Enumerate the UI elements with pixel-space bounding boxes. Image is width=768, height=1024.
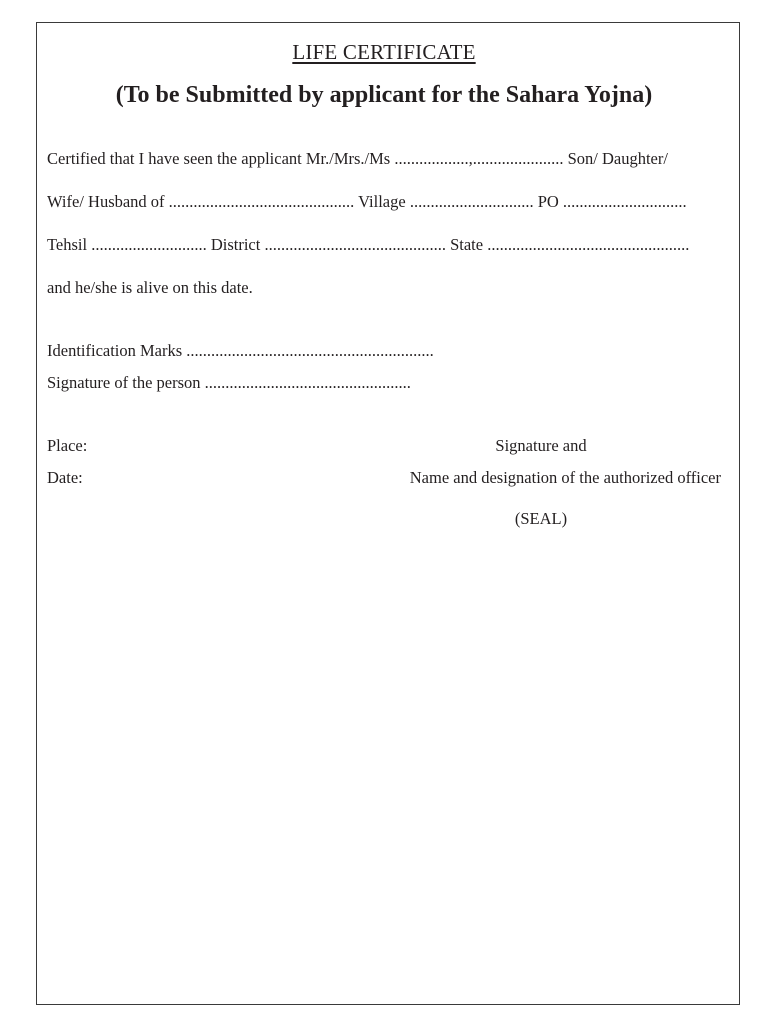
- person-signature-line: Signature of the person ..................................................: [47, 373, 411, 392]
- officer-signature-label: Signature and: [495, 436, 587, 455]
- place-label: Place:: [47, 436, 88, 455]
- certificate-subtitle: (To be Submitted by applicant for the Sahara Yojna): [115, 82, 653, 108]
- identification-marks-line: Identification Marks ............................................................: [47, 341, 434, 360]
- alive-statement: and he/she is alive on this date.: [47, 278, 253, 297]
- tehsil-district-state-line: Tehsil ............................ District ............................................ State .................................................: [47, 235, 690, 254]
- officer-name-designation-label: Name and designation of the authorized officer: [409, 468, 721, 487]
- relation-village-line: Wife/ Husband of ............................................. Village .............................. PO ..............................: [47, 192, 687, 211]
- certificate-title: LIFE CERTIFICATE: [292, 40, 476, 64]
- seal-label: (SEAL): [514, 509, 568, 528]
- date-label: Date:: [47, 468, 83, 487]
- applicant-line: Certified that I have seen the applicant Mr./Mrs./Ms ..................,...................... Son/ Daughter/: [47, 149, 668, 168]
